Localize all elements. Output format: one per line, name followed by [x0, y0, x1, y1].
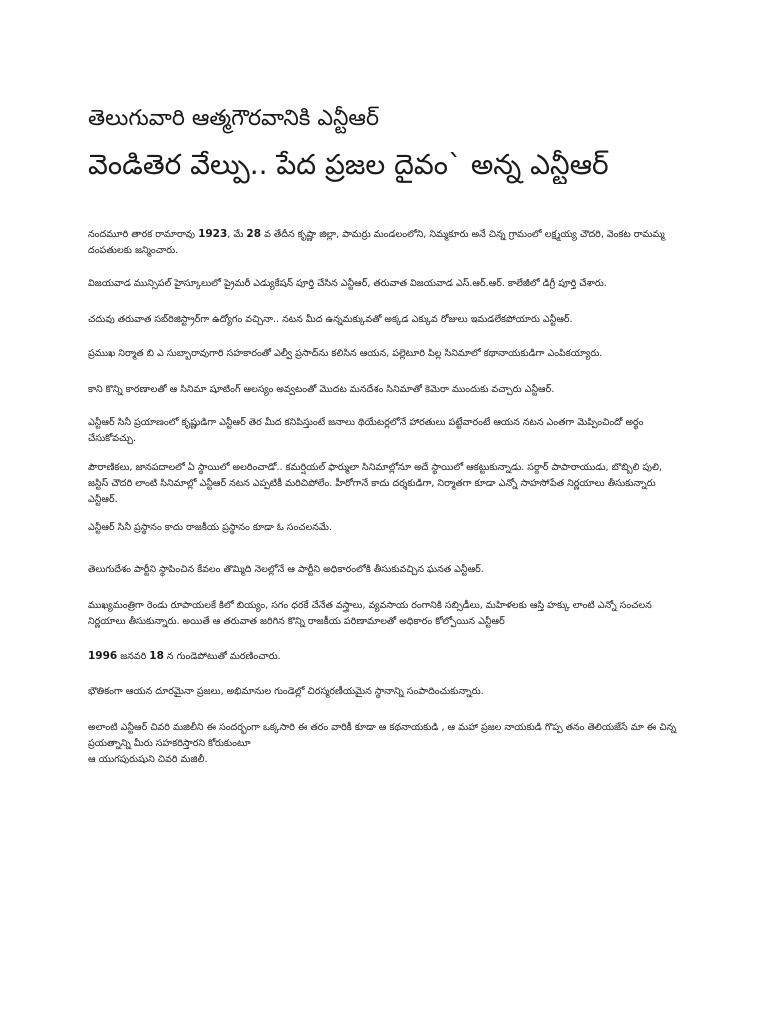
- paragraph-tdp-founding: తెలుగుదేశం పార్టీని స్థాపించిన కేవలం తొమ్మిది నెలల్లోనే ఆ పార్టీని అధికారంలోకి తీసుకువచ్చిన ఘనత ఎన్టీఆర్.: [88, 564, 484, 575]
- paragraph-debut: కాని కొన్ని కారణాలతో ఆ సినిమా షూటింగ్ ఆలస్యం అవ్వటంతో మొదట మనదేశం సినిమాతో కెమెరా ముందుకు వచ్చారు ఎన్టీఆర్.: [88, 384, 555, 395]
- document-subtitle: తెలుగువారి ఆత్మగౌరవానికి ఎన్టీఆర్: [88, 106, 380, 131]
- paragraph-birth: నందమూరి తారక రామారావు 1923, మే 28 వ తేదీన కృష్ణా జిల్లా, పామర్రు మండలంలోని, నిమ్మకూరు అనే చిన్న గ్రామంలో లక్ష్మయ్య చౌదరి, వెంకట రామమ్మ దంపతులకు జన్మించారు.: [88, 228, 665, 256]
- paragraph-legacy: భౌతికంగా ఆయన దూరమైనా ప్రజలు, అభిమానుల గుండెల్లో చిరస్మరణీయమైన స్థానాన్ని సంపాదించుకున్నారు.: [88, 686, 484, 697]
- death-day: 18: [149, 650, 164, 662]
- paragraph-education: విజయవాడ మున్సిపల్ హైస్కూలులో ప్రైమరీ ఎడ్యుకేషన్ పూర్తి చేసిన ఎన్టీఆర్, తరువాత విజయవాడ ఎస్.ఆర్.ఆర్. కాలేజీలో డిగ్రీ పూర్తి చేశారు.: [88, 278, 607, 289]
- death-year: 1996: [88, 650, 118, 662]
- paragraph-closing: అలాంటి ఎన్టీఆర్ చివరి మజిలీని ఈ సందర్భంగా ఒక్కసారి ఈ తరం వారికీ కూడా ఆ కథనాయకుడి , ఆ మహా ప్రజల నాయకుడి గొప్ప తనం తెలియజేసే మా ఈ చిన్న ప్రయత్నాన్ని మీరు సహకరిస్తారని కోరుకుంటూ ఆ యుగపురుషుని చివరి మజిలీ.: [88, 722, 677, 765]
- paragraph-first-film: ప్రముఖ నిర్మాత బి ఎ సుబ్బారావుగారి సహకారంతో ఎల్వీ ప్రసాద్‌ను కలిసిన ఆయన, పల్లెటూరి పిల్ల సినిమాలో కథానాయకుడిగా ఎంపికయ్యారు.: [88, 348, 603, 359]
- paragraph-job: చదువు తరువాత సబ్‌రిజిస్ట్రార్‌గా ఉద్యోగం వచ్చినా.. నటన మీద ఉన్నమక్కువతో అక్కడ ఎక్కువ రోజులు ఇమడలేకపోయారు ఎన్టీఆర్.: [88, 314, 573, 325]
- paragraph-chief-minister: ముఖ్యమంత్రిగా రెండు రూపాయలకే కిలో బియ్యం, సగం ధరకే చేనేత వస్త్రాలు, వ్యవసాయ రంగానికి సబ్సిడీలు, మహిళలకు ఆస్తి హక్కు లాంటి ఎన్నో సంచలన నిర్ణయాలు తీసుకున్నారు. అయితే ఆ తరువాత జరిగిన కొన్ని రాజకీయ పరిణామాలతో అధికారం కోల్పోయిన ఎన్టీఆర్: [88, 600, 652, 627]
- paragraph-krishna-role: ఎన్టీఆర్ సినీ ప్రయాణంలో కృష్ణుడిగా ఎన్టీఆర్ తెర మీద కనిపిస్తుంటే జనాలు థియేటర్లలోనే హారతులు పట్టేవారంటే ఆయన నటన ఎంతగా మెప్పించిందో అర్థం చేసుకోవచ్చు.: [88, 417, 644, 444]
- birth-day: 28: [246, 228, 262, 240]
- document-title: వెండితెర వేల్పు.. పేద ప్రజల దైవం` అన్న ఎన్టీఆర్: [88, 148, 609, 181]
- paragraph-death: 1996 జనవరి 18 న గుండెపోటుతో మరణించారు.: [88, 650, 281, 662]
- paragraph-film-career: పౌరాణికలు, జానపదాలలో ఏ స్థాయిలో అలరించాడో.. కమర్షియల్ ఫార్ములా సినిమాల్లోనూ అదే స్థాయిలో ఆకట్టుకున్నాడు. సర్దార్ పాపారాయుడు, బొబ్బిలి పులి, జస్టిస్ చౌదరి లాంటి సినిమాల్లో ఎన్టీఆర్ నటన ఎప్పటికీ మరిచిపోలేం. హీరోగానే కాదు దర్శకుడిగా, నిర్మాతగా కూడా ఎన్నో సాహసోపేత నిర్ణయాలు తీసుకున్నారు ఎన్టీఆర్.: [88, 462, 662, 505]
- paragraph-politics-intro: ఎన్టీఆర్ సినీ ప్రస్థానం కాదు రాజకీయ ప్రస్థానం కూడా ఓ సంచలనమే.: [88, 522, 332, 533]
- birth-year: 1923: [198, 228, 228, 240]
